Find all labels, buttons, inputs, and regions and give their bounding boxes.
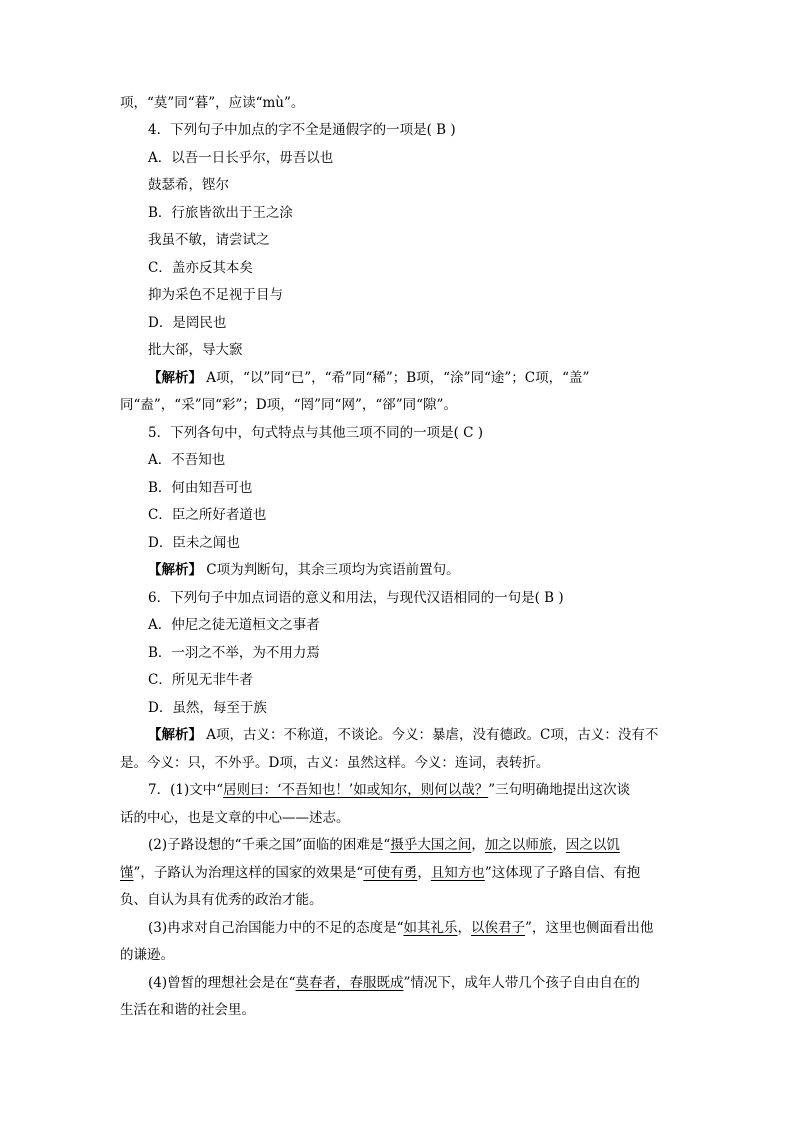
- question-6: 6．下列句子中加点词语的意义和用法，与现代汉语相同的一句是( B ): [148, 590, 564, 606]
- text-line: 的谦逊。: [120, 947, 174, 963]
- option-b: B．一羽之不举，为不用力焉: [148, 645, 320, 661]
- question-7-4: (4)曾皙的理想社会是在“莫春者，春服既成”情况下，成年人带几个孩子自由自在的: [148, 975, 640, 991]
- question-5: 5．下列各句中，句式特点与其他三项不同的一项是( C ): [148, 425, 484, 441]
- question-7-1: 7．(1)文中“居则曰：‘不吾知也！’如或知尔，则何以哉？”三句明确地提出这次谈: [148, 782, 631, 798]
- option-a: A．不吾知也: [148, 452, 226, 468]
- option-a: A．仲尼之徒无道桓文之事者: [148, 617, 320, 633]
- question-7-2: (2)子路设想的“千乘之国”面临的困难是“摄乎大国之间，加之以师旅，因之以饥: [148, 837, 620, 853]
- text-line: 项，“莫”同“暮”，应读“mù”。: [120, 95, 305, 111]
- analysis-line: [148, 722, 658, 749]
- analysis-text: A项，“以”同“已”，“希”同“稀”；B项，“涂”同“途”；C项，“盖”: [206, 370, 590, 386]
- text-line: 鼓瑟希，铿尔: [148, 177, 229, 193]
- option-a: A．以吾一日长乎尔，毋吾以也: [148, 150, 334, 166]
- option-c: C．所见无非牛者: [148, 672, 253, 688]
- underlined-quote: 可使有勇: [363, 865, 418, 881]
- text-line: 是。今义：只，不外乎。D项，古义：虽然这样。今义：连词，表转折。: [120, 755, 550, 771]
- underlined-quote: 莫春者，春服既成: [295, 975, 404, 991]
- option-d: D．臣未之闻也: [148, 535, 240, 551]
- text-line: 负、自认为具有优秀的政治才能。: [120, 892, 323, 908]
- option-b: B．行旅皆欲出于王之涂: [148, 205, 293, 221]
- option-d: D．虽然，每至于族: [148, 700, 267, 716]
- option-c: C．盖亦反其本矣: [148, 260, 253, 276]
- option-c: C．臣之所好者道也: [148, 507, 267, 523]
- question-7-3: (3)冉求对自己治国能力中的不足的态度是“如其礼乐，以俟君子”，这里也侧面看出他: [148, 920, 654, 936]
- analysis-line: [148, 365, 589, 392]
- text-line: 我虽不敏，请尝试之: [148, 232, 270, 248]
- option-b: B．何由知吾可也: [148, 480, 253, 496]
- text-line: 抑为采色不足视于目与: [148, 287, 283, 303]
- analysis-text: C项为判断句，其余三项均为宾语前置句。: [206, 562, 460, 578]
- underlined-quote: 且知方也: [430, 865, 485, 881]
- text-line: 同“盍”，“采”同“彩”；D项，“罔”同“网”，“郤”同“隙”。: [120, 397, 457, 413]
- text-line: 批大郤，导大窾: [148, 342, 243, 358]
- underlined-quote: 以俟君子: [471, 920, 526, 936]
- analysis-label: 【解析】: [148, 370, 202, 386]
- option-d: D．是罔民也: [148, 315, 227, 331]
- underlined-quote: 因之以饥: [565, 837, 620, 853]
- analysis-label: 【解析】: [148, 727, 202, 743]
- question-4: 4．下列句子中加点的字不全是通假字的一项是( B ): [148, 122, 456, 138]
- analysis-line: [148, 557, 460, 584]
- underlined-quote: 馑: [120, 865, 134, 881]
- analysis-label: 【解析】: [148, 562, 202, 578]
- text-line: 话的中心，也是文章的中心——述志。: [120, 810, 350, 826]
- underlined-quote: 加之以师旅: [484, 837, 553, 853]
- underlined-quote: 居则曰：‘不吾知也！’如或知尔，则何以哉？: [223, 782, 489, 798]
- text-line: 馑”，子路认为治理这样的国家的效果是“可使有勇，且知方也”这体现了子路自信、有抱: [120, 865, 641, 881]
- underlined-quote: 如其礼乐: [403, 920, 458, 936]
- text-line: 生活在和谐的社会里。: [120, 1002, 255, 1018]
- underlined-quote: 摄乎大国之间: [390, 837, 472, 853]
- analysis-text: A项，古义：不称道，不谈论。今义：暴虐，没有德政。C项，古义：没有不: [206, 727, 659, 743]
